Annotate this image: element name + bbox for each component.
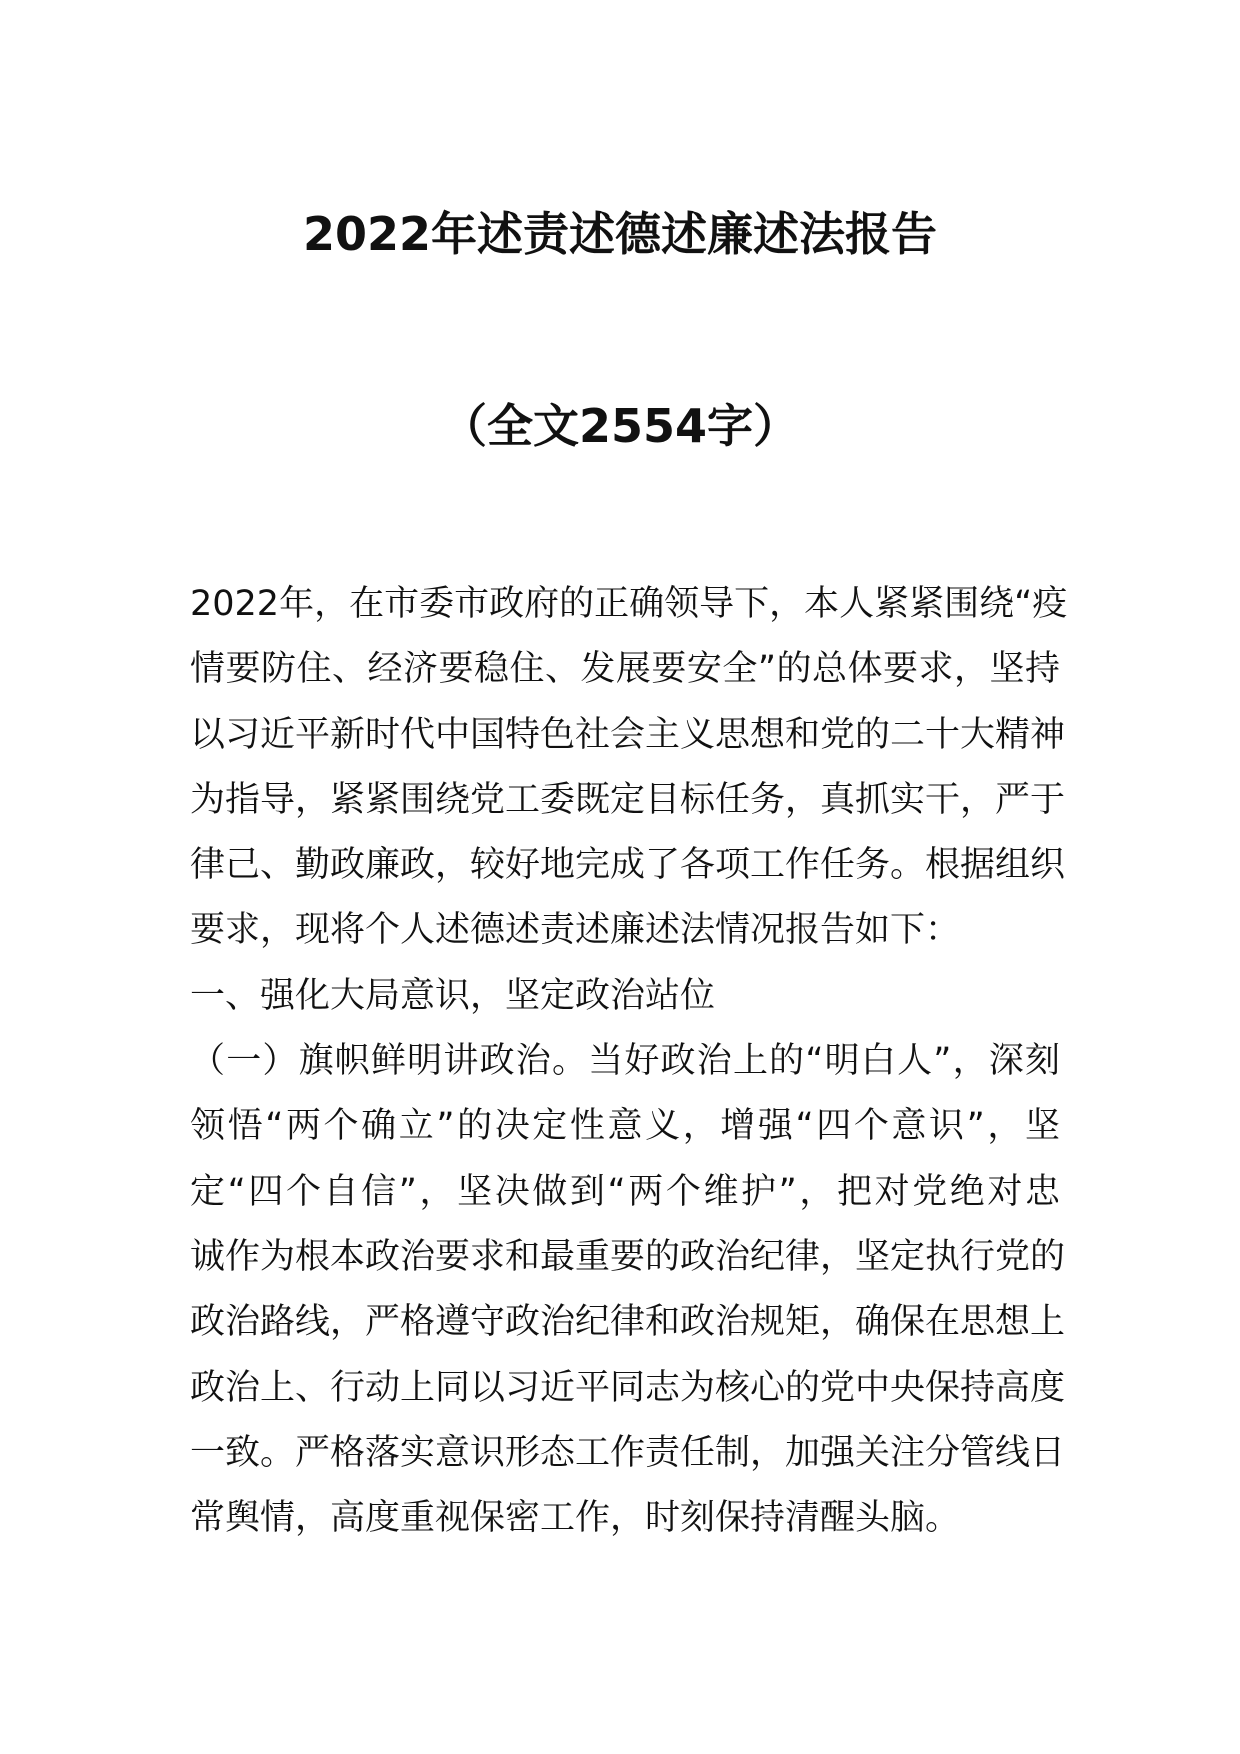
body-line: 定“四个自信”，坚决做到“两个维护”，把对党绝对忠 (190, 1171, 1060, 1212)
body-line: 2022年，在市委市政府的正确领导下，本人紧紧围绕“疫 (190, 584, 1068, 624)
body-line: （一）旗帜鲜明讲政治。当好政治上的“明白人”，深刻 (190, 1041, 1060, 1082)
body-line: 律己、勤政廉政，较好地完成了各项工作任务。根据组织 (190, 845, 1066, 886)
body-line: 情要防住、经济要稳住、发展要安全”的总体要求，坚持 (190, 649, 1060, 690)
body-line: 为指导，紧紧围绕党工委既定目标任务，真抓实干，严于 (190, 779, 1066, 820)
body-line: 一致。严格落实意识形态工作责任制，加强关注分管线日 (190, 1432, 1066, 1473)
body-line: 常舆情，高度重视保密工作，时刻保持清醒头脑。 (190, 1498, 961, 1539)
section-heading: 一、强化大局意识，坚定政治站位 (190, 975, 716, 1016)
document-title: 2022年述责述德述廉述法报告 (302, 207, 938, 261)
body-line: 以习近平新时代中国特色社会主义思想和党的二十大精神 (190, 714, 1066, 755)
body-line: 诚作为根本政治要求和最重要的政治纪律，坚定执行党的 (190, 1236, 1066, 1277)
body-line: 政治路线，严格遵守政治纪律和政治规矩，确保在思想上 (190, 1302, 1066, 1343)
body-line: 领悟“两个确立”的决定性意义，增强“四个意识”，坚 (190, 1106, 1060, 1147)
document-subtitle: （全文2554字） (440, 399, 800, 453)
document-body (190, 572, 1068, 1551)
body-line: 政治上、行动上同以习近平同志为核心的党中央保持高度 (190, 1367, 1066, 1408)
body-line: 要求，现将个人述德述责述廉述法情况报告如下： (190, 910, 961, 951)
